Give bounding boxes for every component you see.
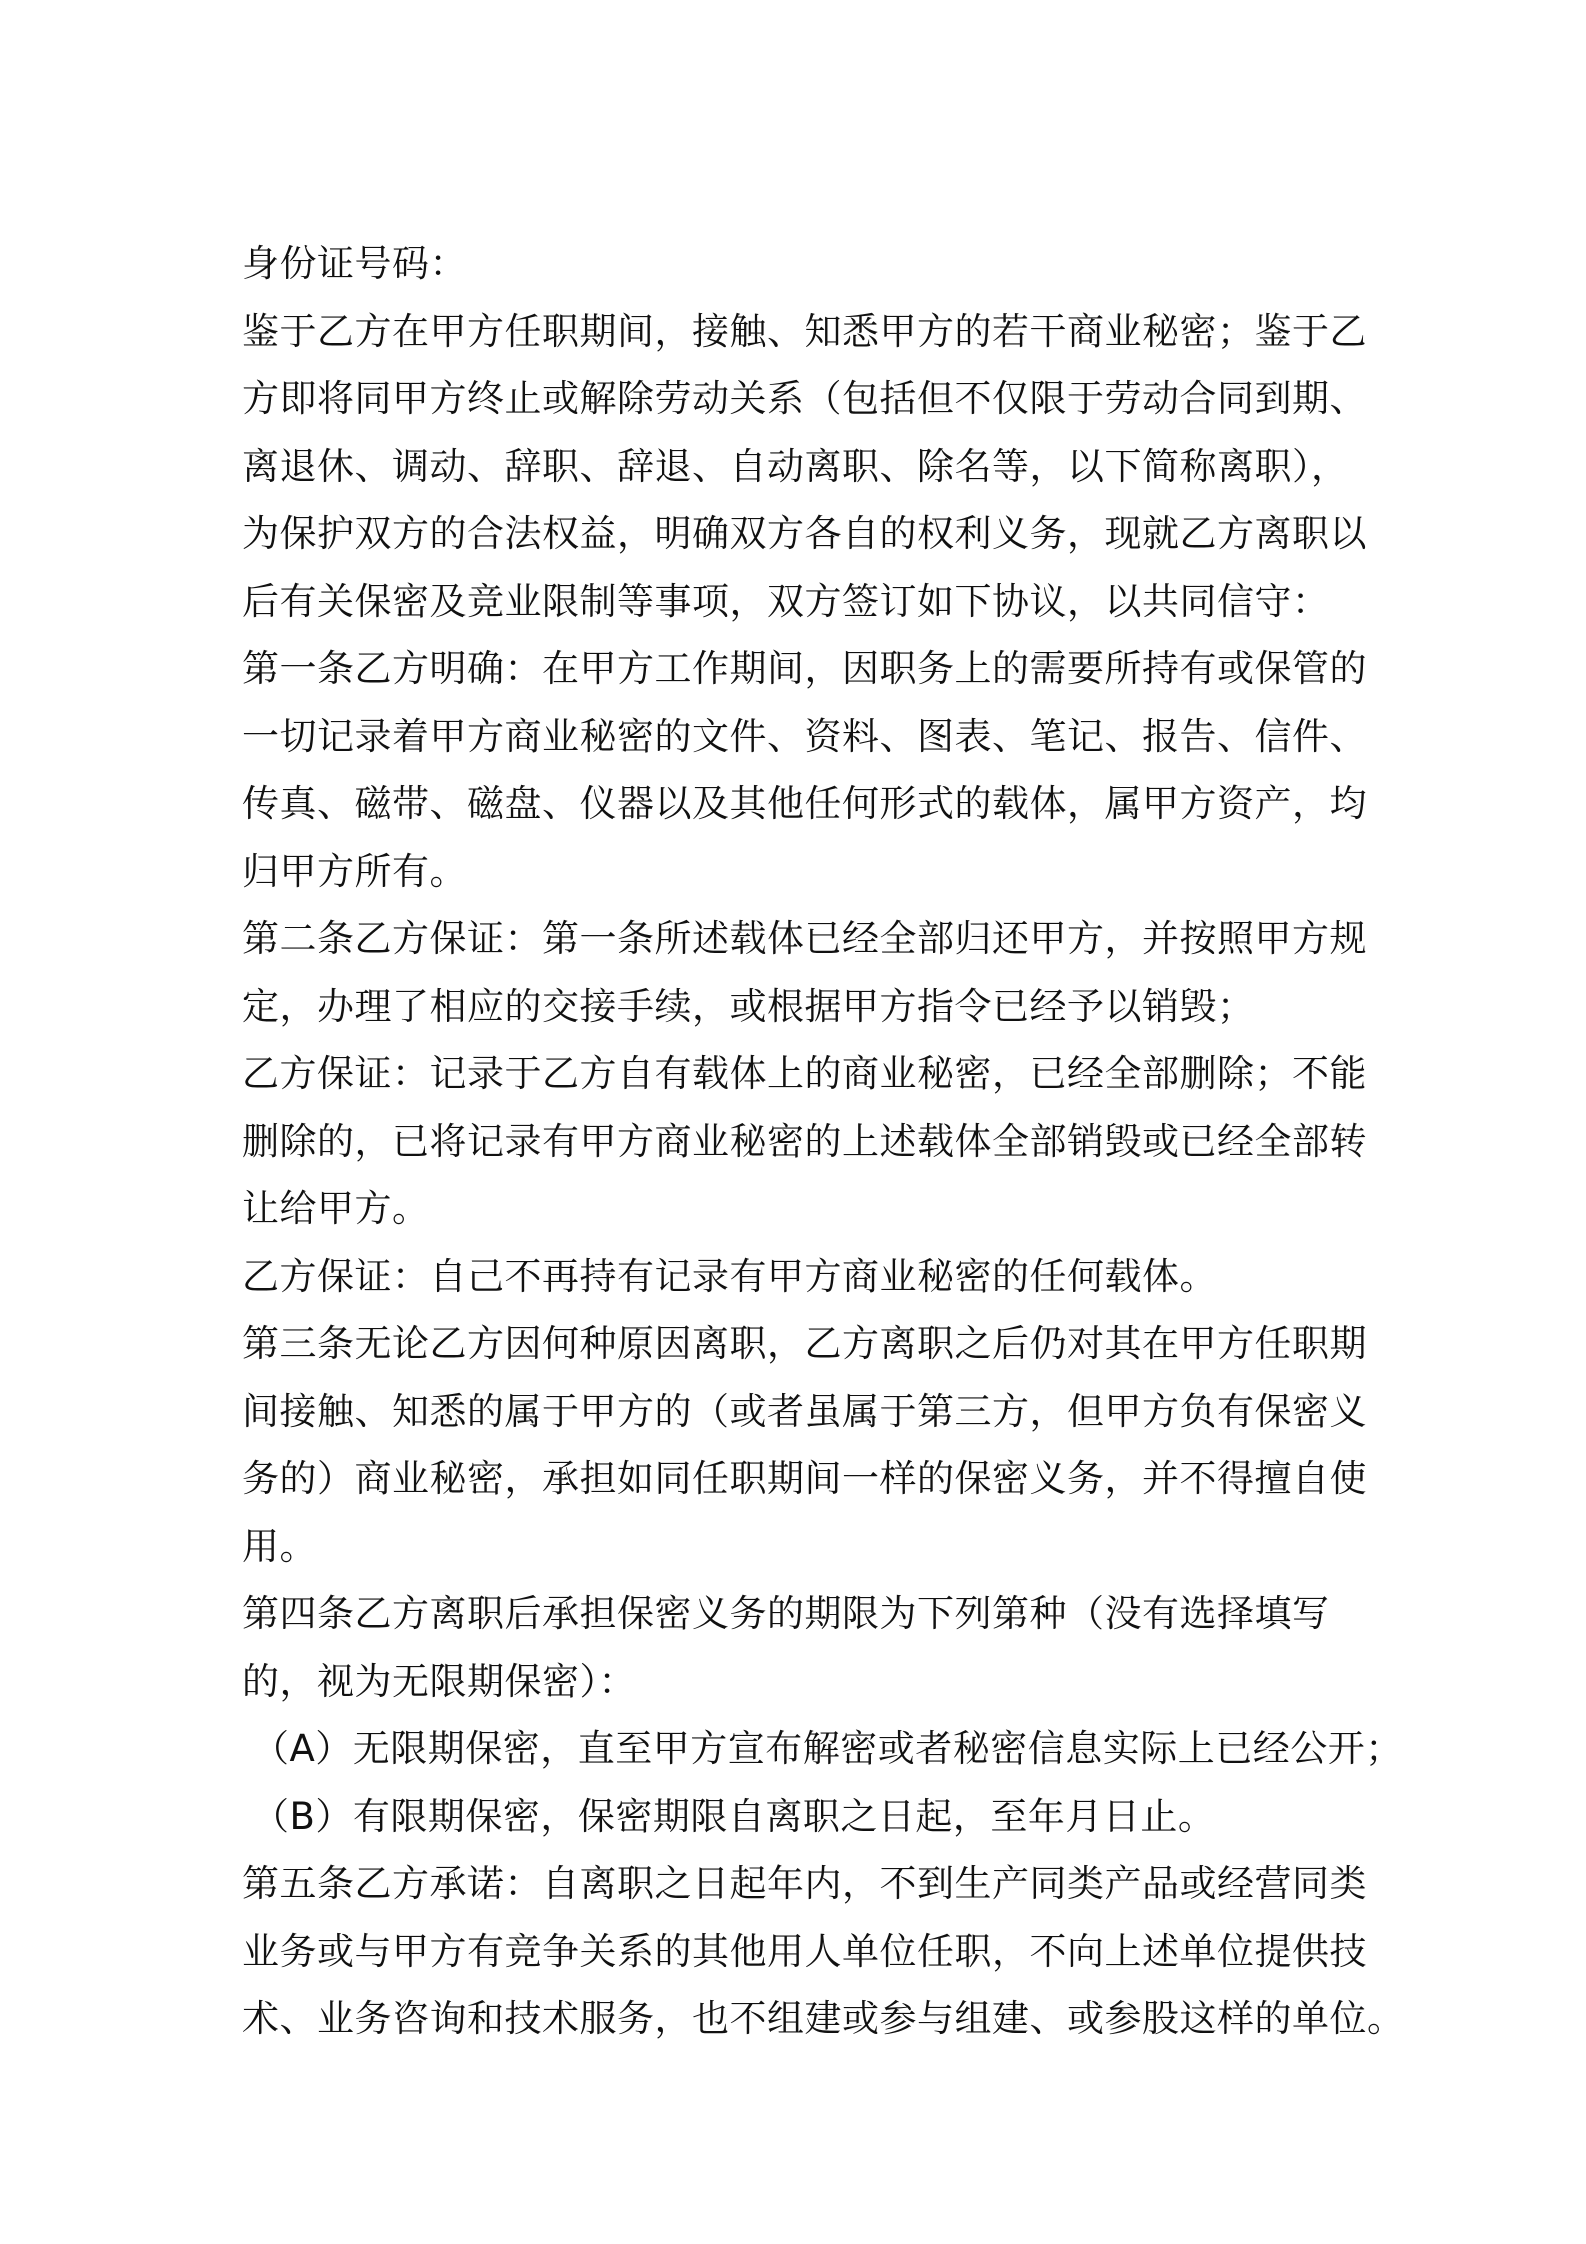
text-line: 业务或与甲方有竞争关系的其他用人单位任职，不向上述单位提供技 — [242, 1929, 1367, 1973]
text-line: 为保护双方的合法权益，明确双方各自的权利义务，现就乙方离职以 — [242, 512, 1367, 555]
option-a-line: （A）无限期保密，直至甲方宣布解密或者秘密信息实际上已经公开； — [252, 1727, 1403, 1770]
article-3-line: 第三条无论乙方因何种原因离职，乙方离职之后仍对其在甲方任职期 — [242, 1322, 1367, 1365]
text-line: 后有关保密及竞业限制等事项，双方签订如下协议，以共同信守： — [242, 579, 1330, 623]
text-line: 务的）商业秘密，承担如同任职期间一样的保密义务，并不得擅自使 — [242, 1457, 1367, 1500]
text-line: 乙方保证：记录于乙方自有载体上的商业秘密，已经全部删除；不能 — [242, 1052, 1367, 1095]
article-1-line: 第一条乙方明确：在甲方工作期间，因职务上的需要所持有或保管的 — [242, 647, 1367, 690]
text-line: 用。 — [242, 1524, 317, 1568]
text-line: 乙方保证：自己不再持有记录有甲方商业秘密的任何载体。 — [242, 1254, 1217, 1298]
agreement-text — [242, 230, 1405, 2053]
article-4-line: 第四条乙方离职后承担保密义务的期限为下列第种（没有选择填写 — [242, 1592, 1330, 1635]
text-line: 术、业务咨询和技术服务，也不组建或参与组建、或参股这样的单位。 — [242, 1997, 1405, 2040]
text-line: 的，视为无限期保密）： — [242, 1659, 636, 1703]
text-line: 离退休、调动、辞职、辞退、自动离职、除名等，以下简称离职）， — [242, 444, 1349, 488]
text-line: 归甲方所有。 — [242, 849, 467, 893]
text-line: 传真、磁带、磁盘、仪器以及其他任何形式的载体，属甲方资产，均 — [242, 782, 1367, 825]
text-line: 鉴于乙方在甲方任职期间，接触、知悉甲方的若干商业秘密；鉴于乙 — [242, 309, 1367, 353]
text-line: 身份证号码： — [242, 242, 467, 285]
article-5-line: 第五条乙方承诺：自离职之日起年内，不到生产同类产品或经营同类 — [242, 1862, 1367, 1905]
text-line: 定，办理了相应的交接手续，或根据甲方指令已经予以销毁； — [242, 984, 1255, 1028]
text-line: 方即将同甲方终止或解除劳动关系（包括但不仅限于劳动合同到期、 — [242, 377, 1367, 420]
text-line: 一切记录着甲方商业秘密的文件、资料、图表、笔记、报告、信件、 — [242, 714, 1367, 758]
text-line: 间接触、知悉的属于甲方的（或者虽属于第三方，但甲方负有保密义 — [242, 1389, 1367, 1433]
text-line: 删除的，已将记录有甲方商业秘密的上述载体全部销毁或已经全部转 — [242, 1119, 1367, 1163]
article-2-line: 第二条乙方保证：第一条所述载体已经全部归还甲方，并按照甲方规 — [242, 917, 1367, 960]
option-b-line: （B）有限期保密，保密期限自离职之日起，至年月日止。 — [252, 1794, 1216, 1838]
text-line: 让给甲方。 — [242, 1187, 430, 1230]
